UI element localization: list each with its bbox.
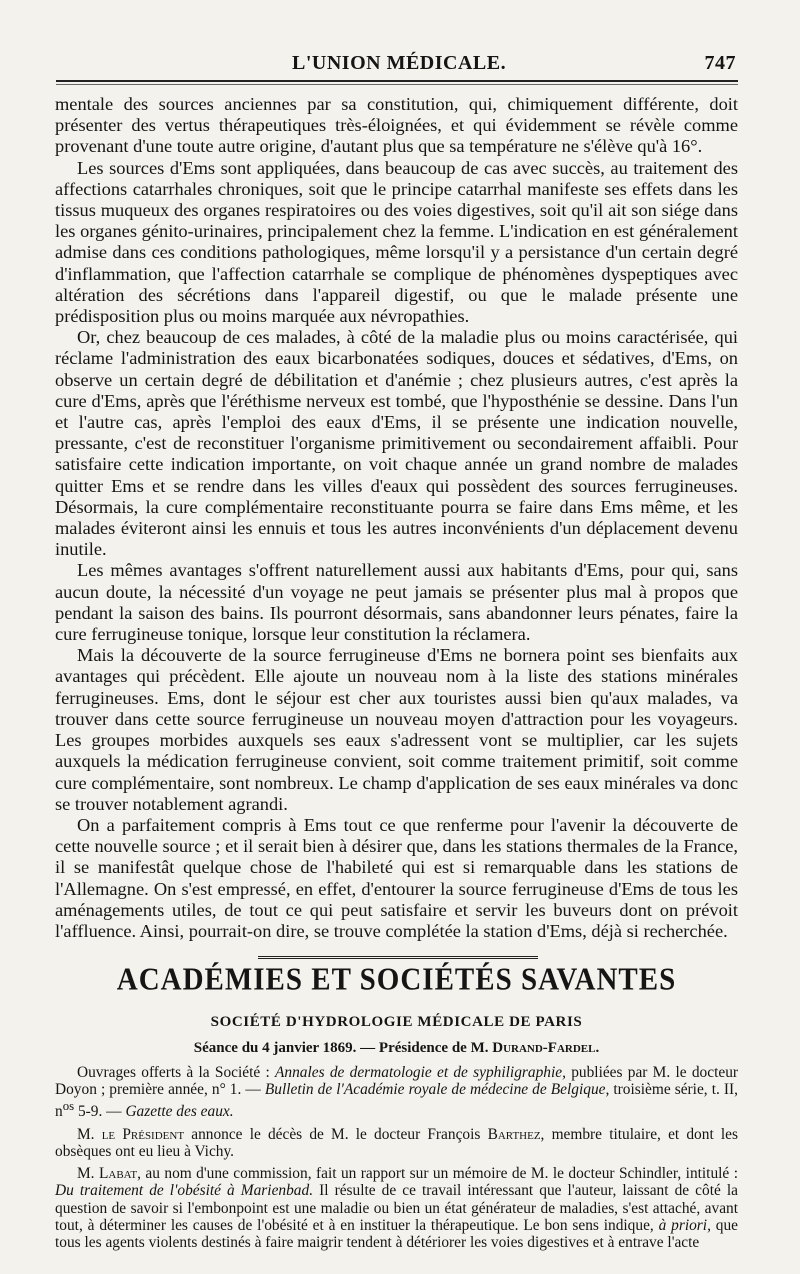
minutes-paragraph — [55, 1126, 738, 1160]
running-header — [56, 50, 736, 80]
text-run: publiées par M. le docteur Doyon ; première année, n° 1. — — [55, 1064, 739, 1099]
session-minutes — [55, 1064, 738, 1256]
text-run: membre titulaire, et dont les obsèques ont eu lieu à Vichy. — [55, 1125, 739, 1160]
paragraph: Or, chez beaucoup de ces malades, à côté de la maladie plus ou moins caractérisée, qui réclame l'administration des eaux bicarbonatées sodiques, douces et sédatives, d'Ems, on observe un certain degré de débilitation et d'anémie ; chez plusieurs autres, c'est après la cure d'Ems, après que l'éréthisme nerveux est tombé, que l'hyposthénie se dessine. Dans l'un et l'autre cas, après l'emploi des eaux d'Ems, il se présente une indication nouvelle, pressante, c'est de reconstituer l'organisme primitivement ou secondairement affaibli. Pour satisfaire cette indication importante, on voit chaque année un grand nombre de malades quitter Ems et se rendre dans les villes d'eaux qui possèdent des sources ferrugineuses. Désormais, la cure complémentaire reconstituante pourra se faire dans Ems même, et les malades éviteront ainsi les ennuis et tous les autres inconvénients d'un déplacement devenu inutile. — [55, 327, 738, 560]
superscript: os — [62, 1099, 75, 1114]
text-run-italic: à priori, — [658, 1216, 711, 1234]
page-number: 747 — [704, 52, 736, 74]
article-body — [55, 94, 738, 942]
session-line — [55, 1040, 738, 1057]
text-run: Ouvrages offerts à la Société : — [77, 1064, 275, 1081]
publication-title: Gazette des eaux. — [125, 1103, 234, 1121]
paragraph: Mais la découverte de la source ferrugineuse d'Ems ne bornera point ses bienfaits aux avantages qui précèdent. Elle ajoute un nouveau nom à la liste des stations minérales ferrugineuses. Ems, dont le séjour est cher aux touristes aussi bien qu'aux malades, va trouver dans cette source ferrugineuse un nouveau moyen d'attraction pour les voyageurs. Les groupes morbides auxquels ses eaux s'adressent vont se multiplier, car les sujets auxquels la médication ferrugineuse convient, soit comme traitement primitif, soit comme cure complémentaire, sont nombreux. Le champ d'application de ses eaux minérales va donc se trouver notablement agrandi. — [55, 645, 738, 814]
paragraph: Les mêmes avantages s'offrent naturellement aussi aux habitants d'Ems, pour qui, sans aucun doute, la nécessité d'un voyage ne peut jamais se présenter plus mal à propos que pendant la saison des bains. Ils pourront désormais, sans abandonner leurs pénates, faire la cure ferrugineuse tonique, lorsque leur constitution la réclamera. — [55, 560, 738, 645]
journal-title: L'UNION MÉDICALE. — [292, 52, 507, 74]
paragraph: Les sources d'Ems sont appliquées, dans beaucoup de cas avec succès, au traitement des affections catarrhales chroniques, soit que le principe catarrhal manifeste ses effets dans les tissus muqueux des organes respiratoires ou des voies digestives, soit qu'il ait son siége dans les organes génito-urinaires, principalement chez la femme. L'indication en est généralement admise dans ces conditions pathologiques, même lorsqu'il y a persistance d'un certain degré d'inflammation, que l'affection catarrhale se complique de phénomènes dyspeptiques avec altération des sécrétions dans l'appareil digestif, ou que le malade présente une prédisposition plus ou moins marquée aux névropathies. — [55, 157, 738, 327]
speaker-name: M. Labat, — [77, 1165, 141, 1183]
society-heading: SOCIÉTÉ D'HYDROLOGIE MÉDICALE DE PARIS — [210, 1014, 583, 1030]
section-divider — [258, 956, 538, 959]
minutes-paragraph — [55, 1064, 738, 1121]
paragraph: On a parfaitement compris à Ems tout ce que renferme pour l'avenir la découverte de cette nouvelle source ; et il serait bien à désirer que, dans les stations thermales de la France, il se manifestât quelque chose de l'habileté qui est si remarquable dans les stations de l'Allemagne. On s'est empressé, en effet, d'entourer la source ferrugineuse d'Ems de tous les aménagements utiles, de tout ce qui peut satisfaire et servir les buveurs dont on prévoit l'affluence. Ainsi, pourrait-on dire, se trouve complétée la station d'Ems, déjà si recherchée. — [55, 814, 738, 941]
text-run: troisième série, t. II, n — [55, 1081, 739, 1121]
text-run: annonce le décès de M. le docteur François — [184, 1125, 488, 1143]
section-heading: ACADÉMIES ET SOCIÉTÉS SAVANTES — [116, 962, 677, 998]
memoir-title: Du traitement de l'obésité à Marienbad. — [55, 1182, 314, 1200]
header-rule — [56, 80, 738, 82]
text-run: que tous les agents violents destinés à faire maigrir tendent à détériorer les voies digestives et à entrave l'acte — [55, 1216, 739, 1251]
speaker-name: M. le Président — [77, 1125, 185, 1143]
person-name: Barthez, — [487, 1125, 545, 1143]
publication-title: Annales de dermatologie et de syphiligraphie, — [275, 1064, 566, 1081]
header-rule-thin — [56, 84, 738, 85]
paragraph: mentale des sources anciennes par sa constitution, qui, chimiquement différente, doit présenter des vertus thérapeutiques très-éloignées, et qui évidemment se révèle comme provenant d'une toute autre origine, d'autant plus que sa température ne s'élève qu'à 16°. — [55, 94, 738, 157]
president-name: Durand-Fardel. — [492, 1040, 600, 1056]
session-date: Séance du 4 janvier 1869. — Présidence de M. — [193, 1040, 493, 1056]
publication-title: Bulletin de l'Académie royale de médecine de Belgique, — [264, 1081, 610, 1099]
text-run: Il résulte de ce travail intéressant que l'auteur, laissant de côté la question de savoir si l'embonpoint est une maladie ou bien un état générateur de maladies, s'est attaché, avant tout, à déterminer les causes de l'obésité et à en instituer la thérapeutique. Le bon sens indique, — [55, 1182, 738, 1234]
text-run: au nom d'une commission, fait un rapport sur un mémoire de M. le docteur Schindler, intitulé : — [140, 1165, 738, 1183]
text-run: 5-9. — — [74, 1103, 126, 1121]
minutes-paragraph — [55, 1165, 738, 1251]
